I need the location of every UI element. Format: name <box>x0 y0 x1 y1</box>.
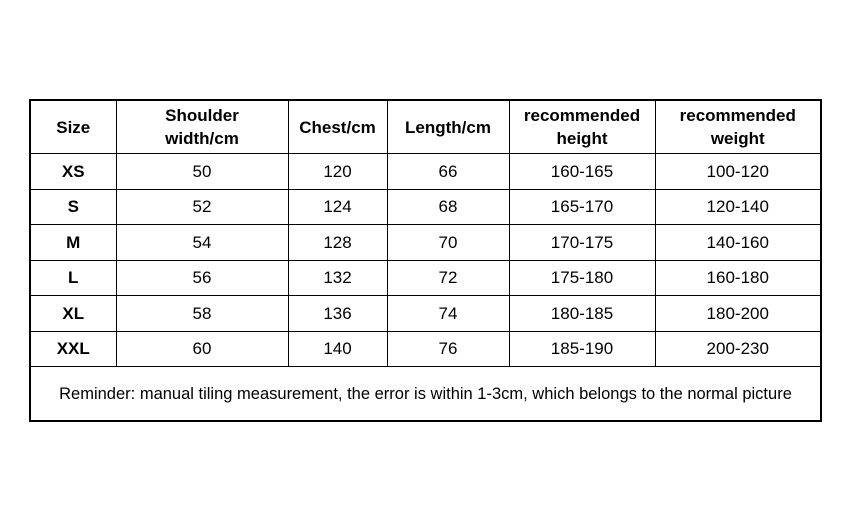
table-row <box>30 225 821 261</box>
size-cell: M <box>30 225 116 261</box>
header-recommended-height: recommended height <box>509 100 655 154</box>
header-shoulder-width: Shoulder width/cm <box>116 100 288 154</box>
header-chest: Chest/cm <box>288 100 387 154</box>
height-cell: 185-190 <box>509 331 655 367</box>
chest-cell: 136 <box>288 296 387 332</box>
shoulder-cell: 58 <box>116 296 288 332</box>
size-cell: XS <box>30 154 116 190</box>
length-cell: 74 <box>387 296 509 332</box>
table-row <box>30 331 821 367</box>
weight-cell: 200-230 <box>655 331 821 367</box>
size-chart-body <box>30 154 821 367</box>
chest-cell: 120 <box>288 154 387 190</box>
table-row <box>30 296 821 332</box>
size-cell: XL <box>30 296 116 332</box>
size-cell: S <box>30 189 116 225</box>
height-cell: 170-175 <box>509 225 655 261</box>
footer-row <box>30 367 821 422</box>
size-chart-table <box>29 99 822 422</box>
shoulder-cell: 54 <box>116 225 288 261</box>
header-row <box>30 100 821 154</box>
length-cell: 68 <box>387 189 509 225</box>
measurement-reminder-note: Reminder: manual tiling measurement, the error is within 1-3cm, which belongs to the normal picture <box>30 367 821 422</box>
chest-cell: 124 <box>288 189 387 225</box>
length-cell: 76 <box>387 331 509 367</box>
chest-cell: 128 <box>288 225 387 261</box>
size-cell: XXL <box>30 331 116 367</box>
height-cell: 160-165 <box>509 154 655 190</box>
chest-cell: 132 <box>288 260 387 296</box>
shoulder-cell: 56 <box>116 260 288 296</box>
shoulder-cell: 50 <box>116 154 288 190</box>
weight-cell: 160-180 <box>655 260 821 296</box>
height-cell: 180-185 <box>509 296 655 332</box>
size-chart-header <box>30 100 821 154</box>
weight-cell: 120-140 <box>655 189 821 225</box>
header-length: Length/cm <box>387 100 509 154</box>
height-cell: 165-170 <box>509 189 655 225</box>
height-cell: 175-180 <box>509 260 655 296</box>
weight-cell: 180-200 <box>655 296 821 332</box>
chest-cell: 140 <box>288 331 387 367</box>
header-recommended-weight: recommended weight <box>655 100 821 154</box>
table-row <box>30 260 821 296</box>
shoulder-cell: 60 <box>116 331 288 367</box>
header-size: Size <box>30 100 116 154</box>
weight-cell: 140-160 <box>655 225 821 261</box>
size-cell: L <box>30 260 116 296</box>
weight-cell: 100-120 <box>655 154 821 190</box>
size-chart-footer <box>30 367 821 422</box>
table-row <box>30 154 821 190</box>
length-cell: 70 <box>387 225 509 261</box>
shoulder-cell: 52 <box>116 189 288 225</box>
length-cell: 66 <box>387 154 509 190</box>
table-row <box>30 189 821 225</box>
length-cell: 72 <box>387 260 509 296</box>
